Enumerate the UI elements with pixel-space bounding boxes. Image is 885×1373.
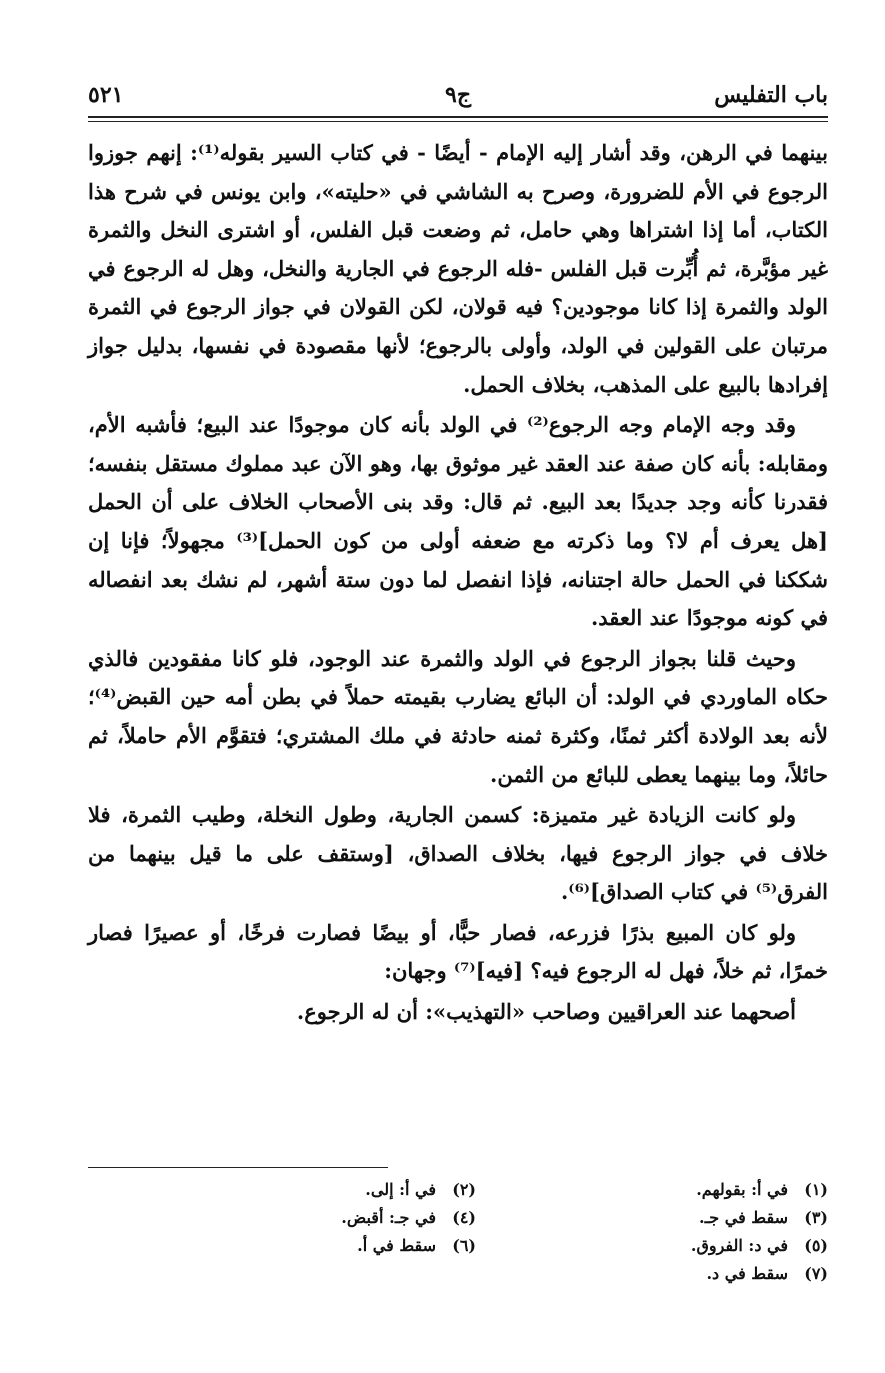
chapter-title: باب التفليس bbox=[714, 82, 828, 108]
footnote-3: (٣)سقط في جـ. bbox=[699, 1208, 828, 1227]
paragraph-5: ولو كان المبيع بذرًا فزرعه، فصار حبًّا، أو بيضًا فصارت فرخًا، أو عصيرًا فصار خمرًا، ثم خلاً، فهل له الرجوع فيه؟ [فيه]⁽⁷⁾ وجهان: bbox=[88, 919, 828, 984]
footnote-4: (٤)في جـ: أقبض. bbox=[341, 1208, 476, 1227]
page-header bbox=[88, 78, 828, 116]
footnote-2: (٢)في أ: إلى. bbox=[365, 1180, 476, 1199]
header-rule-thin bbox=[88, 121, 828, 122]
paragraph-4: ولو كانت الزيادة غير متميزة: كسمن الجارية، وطول النخلة، وطيب الثمرة، فلا خلاف في جواز الرجوع فيها، بخلاف الصداق، [وستقف على ما قيل بينهما من الفرق⁽⁵⁾ في كتاب الصداق]⁽⁶⁾. bbox=[88, 802, 828, 905]
paragraph-2: وقد وجه الإمام وجه الرجوع⁽²⁾ في الولد بأنه كان موجودًا عند البيع؛ فأشبه الأم، ومقابله: بأنه كان صفة عند العقد غير موثوق بها، وهو الآن عبد مملوك مستقل بنفسه؛ فقدرنا كأنه وجد جديدًا بعد البيع. ثم قال: وقد بنى الأصحاب الخلاف على أن الحمل [هل يعرف أم لا؟ وما ذكرته مع ضعفه أولى من كون الحمل]⁽³⁾ مجهولاً؛ فإنا إن شككنا في الحمل حالة اجتنانه، فإذا انفصل لما دون ستة أشهر، لم نشك بعد انفصاله في كونه موجودًا عند العقد. bbox=[88, 412, 828, 631]
header-rule bbox=[88, 116, 828, 118]
paragraph-1: بينهما في الرهن، وقد أشار إليه الإمام - أيضًا - في كتاب السير بقوله⁽¹⁾: إنهم جوزوا الرجوع في الأم للضرورة، وصرح به الشاشي في «حليته»، وابن يونس في شرح هذا الكتاب، أما إذا اشتراها وهي حامل، ثم وضعت قبل الفلس، أو اشترى النخل والثمرة غير مؤبَّرة، ثم أُبِّرت قبل الفلس -فله الرجوع في الجارية والنخل، وهل له الرجوع في الولد والثمرة إذا كانا موجودين؟ فيه قولان، لكن القولان في جواز الرجوع في الثمرة مرتبان على القولين في الولد، وأولى بالرجوع؛ لأنها مقصودة في نفسها، بدليل جواز إفرادها بالبيع على المذهب، بخلاف الحمل. bbox=[88, 140, 828, 397]
footnote-7: (٧)سقط في د. bbox=[706, 1264, 828, 1283]
footnote-6: (٦)سقط في أ. bbox=[357, 1236, 476, 1255]
book-page bbox=[88, 78, 828, 1338]
paragraph-3: وحيث قلنا بجواز الرجوع في الولد والثمرة عند الوجود، فلو كانا مفقودين فالذي حكاه الماوردي في الولد: أن البائع يضارب بقيمته حملاً في بطن أمه حين القبض⁽⁴⁾؛ لأنه بعد الولادة أكثر ثمنًا، وكثرة ثمنه حادثة في ملك المشتري؛ فتقوَّم الأم حاملاً، ثم حائلاً، وما بينهما يعطى للبائع من الثمن. bbox=[88, 645, 828, 787]
main-text bbox=[88, 134, 828, 1034]
footnotes-left-column bbox=[176, 1176, 476, 1260]
footnote-rule bbox=[88, 1167, 388, 1168]
footnote-5: (٥)في د: الفروق. bbox=[690, 1236, 828, 1255]
footnote-1: (١)في أ: بقولهم. bbox=[696, 1180, 828, 1199]
paragraph-6: أصحهما عند العراقيين وصاحب «التهذيب»: أن له الرجوع. bbox=[296, 999, 796, 1025]
footnotes-right-column bbox=[528, 1176, 828, 1288]
page-number: ٥٢١ bbox=[88, 82, 124, 108]
volume-label: ج٩ bbox=[444, 82, 472, 108]
